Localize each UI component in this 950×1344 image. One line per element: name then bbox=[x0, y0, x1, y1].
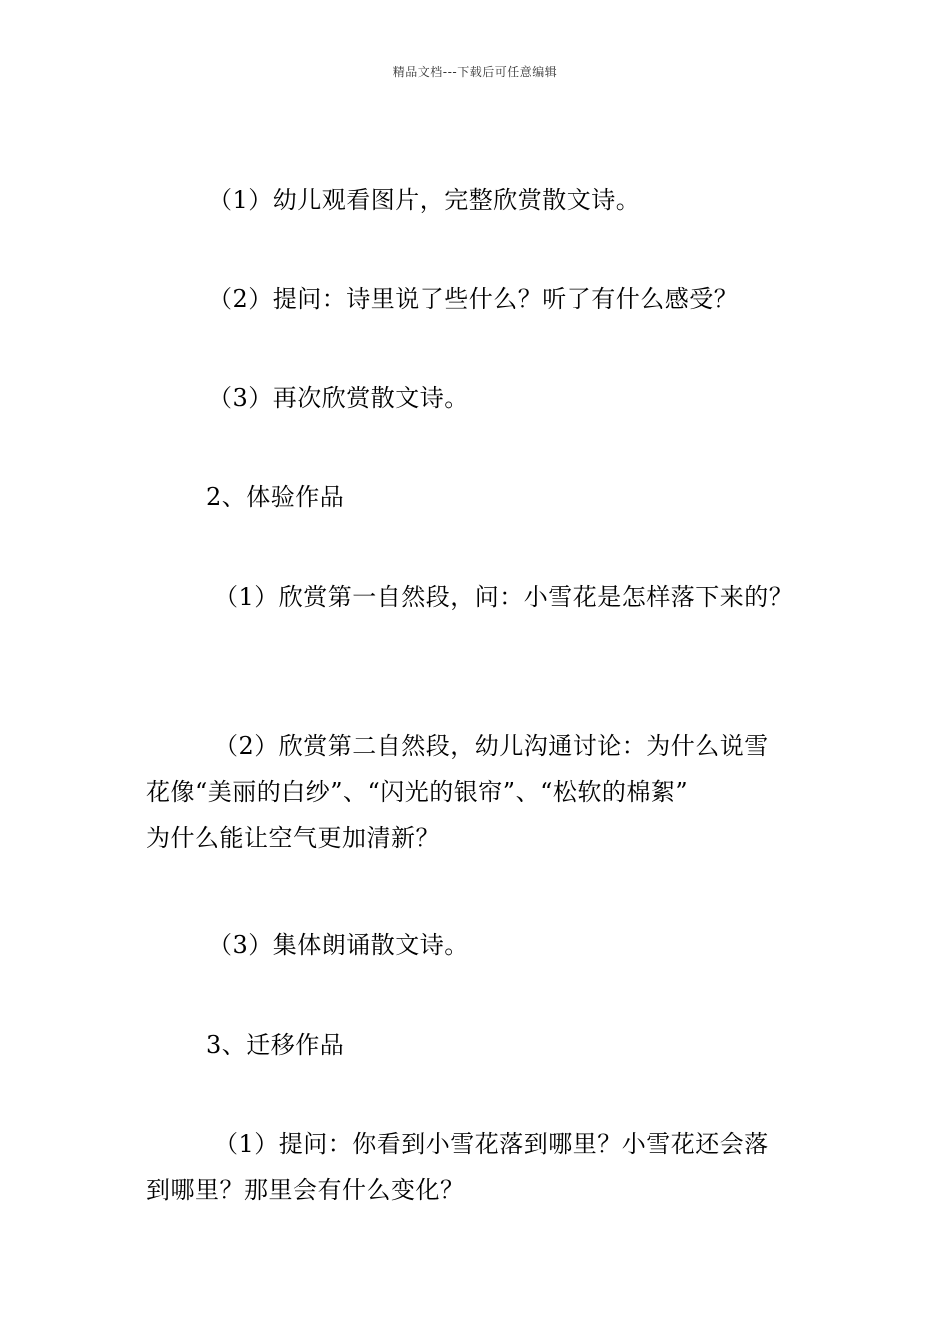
step-2-2-line-1: （2）欣赏第二自然段，幼儿沟通讨论：为什么说雪 bbox=[214, 732, 769, 760]
page-header: 精品文档---下载后可任意编辑 bbox=[392, 65, 558, 79]
step-3-1-line-2: 到哪里？那里会有什么变化？ bbox=[146, 1176, 465, 1204]
step-1-3: （3）再次欣赏散文诗。 bbox=[208, 384, 469, 412]
step-3-1-line-1: （1）提问：你看到小雪花落到哪里？小雪花还会落 bbox=[214, 1130, 769, 1158]
step-2-3: （3）集体朗诵散文诗。 bbox=[208, 931, 469, 959]
step-2-2-line-2: 花像“美丽的白纱”、“闪光的银帘”、“松软的棉絮” bbox=[146, 778, 689, 806]
step-2-2-line-3: 为什么能让空气更加清新？ bbox=[146, 824, 440, 852]
step-3-1 bbox=[146, 1121, 846, 1213]
step-1-2: （2）提问：诗里说了些什么？听了有什么感受？ bbox=[208, 285, 739, 313]
section-heading-2: 2、体验作品 bbox=[206, 483, 345, 511]
section-heading-3: 3、迁移作品 bbox=[206, 1031, 345, 1059]
step-2-2 bbox=[146, 723, 846, 861]
step-2-1: （1）欣赏第一自然段，问：小雪花是怎样落下来的？ bbox=[214, 583, 794, 611]
step-1-1: （1）幼儿观看图片，完整欣赏散文诗。 bbox=[208, 186, 641, 214]
